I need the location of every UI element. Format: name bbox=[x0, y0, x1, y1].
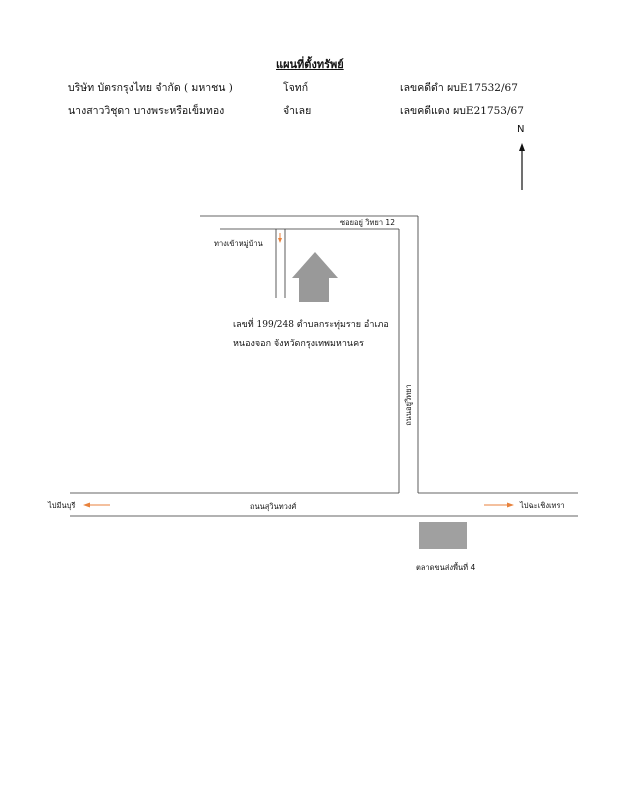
defendant-role: จำเลย bbox=[283, 105, 312, 117]
main-road-label: ถนนสุวินทวงศ์ bbox=[250, 502, 297, 511]
page-title: แผนที่ตั้งทรัพย์ bbox=[276, 58, 344, 71]
entrance-label: ทางเข้าหมู่บ้าน bbox=[214, 239, 263, 248]
plaintiff-name: บริษัท บัตรกรุงไทย จำกัด ( มหาชน ) bbox=[68, 82, 233, 94]
defendant-name: นางสาววิชุดา บางพระหรือเข็มทอง bbox=[68, 105, 225, 117]
east-direction-label: ไปฉะเชิงเทรา bbox=[520, 501, 565, 510]
market-building bbox=[419, 522, 467, 549]
north-label: N bbox=[517, 124, 525, 135]
vertical-road-label: ถนนอยู่วิทยา bbox=[404, 384, 413, 426]
plaintiff-role: โจทก์ bbox=[283, 82, 309, 94]
vertical-road bbox=[399, 216, 418, 493]
east-arrow-icon bbox=[484, 503, 514, 508]
house-icon bbox=[292, 252, 338, 302]
address-line-2: หนองจอก จังหวัดกรุงเทพมหานคร bbox=[233, 339, 364, 349]
red-case-number: เลขคดีแดง ผบE21753/67 bbox=[400, 105, 524, 117]
west-arrow-icon bbox=[83, 503, 110, 508]
soi-label: ซอยอยู่ วิทยา 12 bbox=[340, 218, 395, 227]
north-arrow-icon bbox=[519, 143, 525, 190]
west-direction-label: ไปมีนบุรี bbox=[48, 501, 76, 510]
black-case-number: เลขคดีดำ ผบE17532/67 bbox=[400, 82, 518, 94]
entrance-arrow-icon bbox=[278, 233, 282, 243]
market-label: ตลาดขนส่งพื้นที่ 4 bbox=[416, 563, 476, 572]
address-line-1: เลขที่ 199/248 ตำบลกระทุ่มราย อำเภอ bbox=[233, 320, 389, 330]
